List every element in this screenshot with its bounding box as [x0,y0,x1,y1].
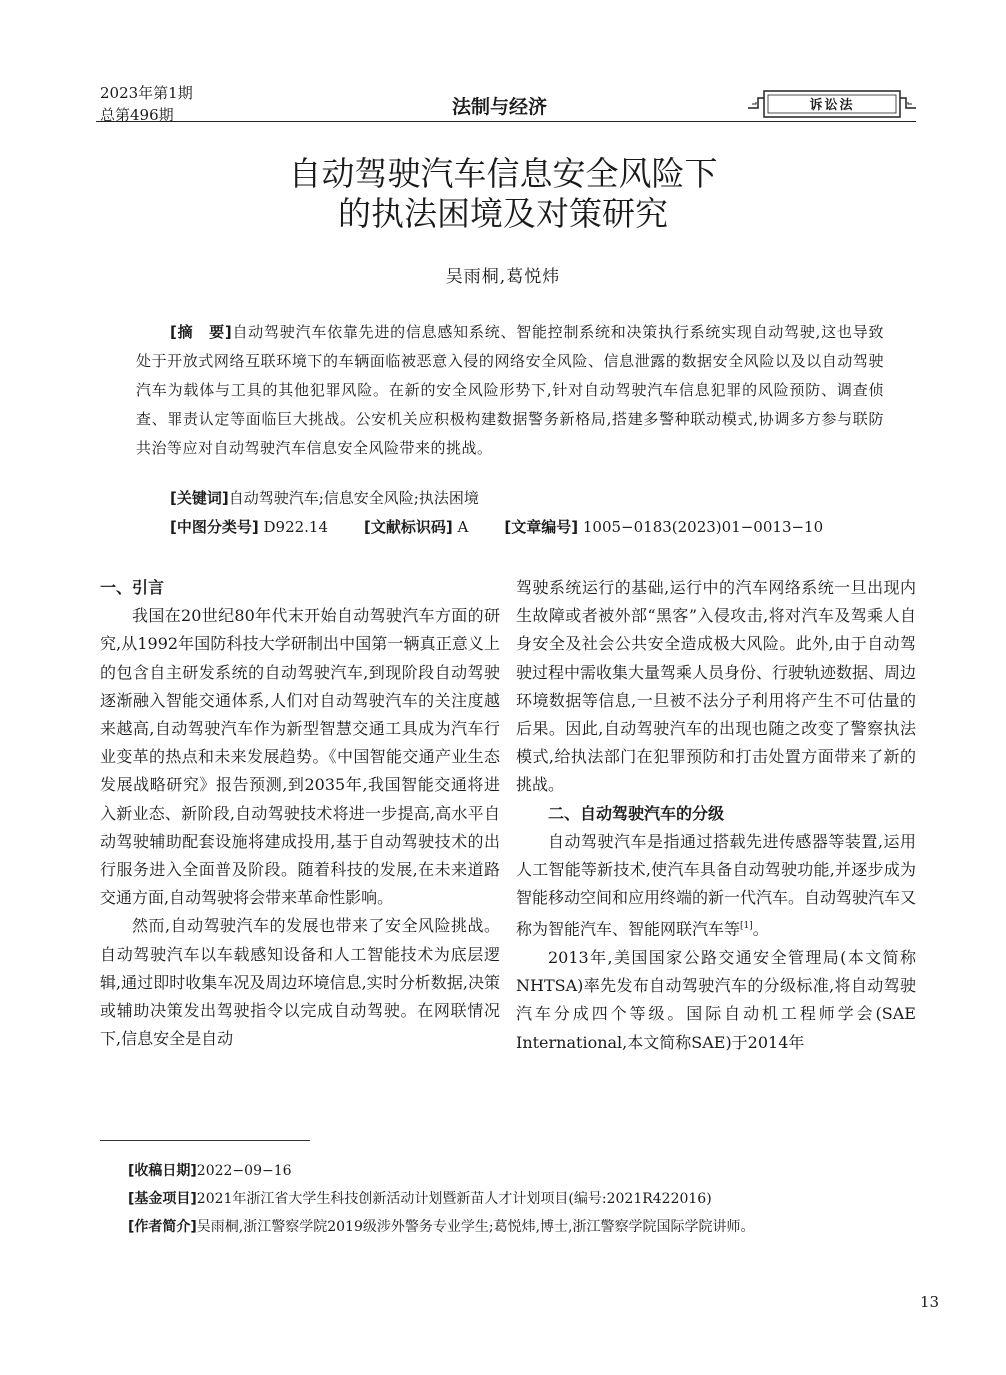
footnote-author [100,1213,916,1241]
clc-label: [中图分类号] [170,518,259,536]
paragraph-continued: 驾驶系统运行的基础,运行中的汽车网络系统一旦出现内生故障或者被外部“黑客”入侵攻击,将对汽车及驾乘人自身安全及社会公共安全造成极大风险。此外,由于自动驾驶过程中需收集大量驾乘人员身份、行驶轨迹数据、周边环境数据等信息,一旦被不法分子利用将产生不可估量的后果。因此,自动驾驶汽车的出现也随之改变了警察执法模式,给执法部门在犯罪预防和打击处置方面带来了新的挑战。 [516,578,917,795]
authors: 吴雨桐,葛悦炜 [445,267,561,287]
clc-value: D922.14 [263,518,329,536]
author-bio-label: [作者简介] [128,1219,197,1235]
article-number-label: [文章编号] [504,518,579,536]
body-right-column [516,574,916,1057]
received-label: [收稿日期] [128,1163,197,1179]
paragraph: 然而,自动驾驶汽车的发展也带来了安全风险挑战。自动驾驶汽车以车载感知设备和人工智能技术为底层逻辑,通过即时收集车况及周边环境信息,实时分析数据,决策或辅助决策发出驾驶指令以完成自动驾驶。在网联情况下,信息安全是自动 [100,916,500,1049]
footnotes [100,1157,916,1241]
classification-row [170,513,890,542]
author-bio-value: 吴雨桐,浙江警察学院2019级涉外警务专业学生;葛悦炜,博士,浙江警察学院国际学院讲师。 [196,1219,755,1235]
paragraph-end: 。 [752,919,769,939]
doc-code-value: A [457,518,469,536]
keywords-label: [关键词] [170,489,229,507]
title-line-2: 的执法困境及对策研究 [338,194,668,233]
column-name: 诉讼法 [809,98,855,113]
body-left-column [100,574,500,1053]
received-value: 2022−09−16 [196,1163,292,1179]
issue-total-number: 总第496期 [100,106,174,124]
abstract-text: 自动驾驶汽车依靠先进的信息感知系统、智能控制系统和决策执行系统实现自动驾驶,这也导致处于开放式网络互联环境下的车辆面临被恶意入侵的网络安全风险、信息泄露的数据安全风险以及以自动驾驶汽车为载体与工具的其他犯罪风险。在新的安全风险形势下,针对自动驾驶汽车信息犯罪的风险预防、调查侦查、罪责认定等面临巨大挑战。公安机关应积极构建数据警务新格局,搭建多警种联动模式,协调多方参与联防共治等应对自动驾驶汽车信息安全风险带来的挑战。 [136,323,884,457]
fund-label: [基金项目] [128,1191,197,1207]
keywords [170,484,479,513]
abstract [136,318,884,463]
footnote-rule [100,1140,310,1141]
keywords-text: 自动驾驶汽车;信息安全风险;执法困境 [228,489,479,507]
column-tag [748,88,916,120]
citation-ref: [1] [740,921,753,932]
paragraph [516,828,916,944]
doc-code-label: [文献标识码] [364,518,453,536]
page-number: 13 [920,1293,940,1311]
footnote-received [100,1157,916,1185]
paragraph-text: 自动驾驶汽车是指通过搭载先进传感器等装置,运用人工智能等新技术,使汽车具备自动驾驶功能,并逐步成为智能移动空间和应用终端的新一代汽车。自动驾驶汽车又称为智能汽车、智能网联汽车等 [516,831,917,939]
header-rule [96,121,916,122]
abstract-label: [摘 要] [170,323,233,341]
journal-name: 法制与经济 [452,96,548,118]
footnote-fund [100,1185,916,1213]
section-2-heading: 二、自动驾驶汽车的分级 [548,803,725,823]
issue-year-number: 2023年第1期 [100,84,193,102]
fund-value: 2021年浙江省大学生科技创新活动计划暨新苗人才计划项目(编号:2021R422016) [196,1191,712,1207]
title-line-1: 自动驾驶汽车信息安全风险下 [288,154,718,193]
paragraph: 我国在20世纪80年代末开始自动驾驶汽车方面的研究,从1992年国防科技大学研制出中国第一辆真正意义上的包含自主研发系统的自动驾驶汽车,到现阶段自动驾驶逐渐融入智能交通体系,人们对自动驾驶汽车的关注度越来越高,自动驾驶汽车作为新型智慧交通工具成为汽车行业变革的热点和未来发展趋势。《中国智能交通产业生态发展战略研究》报告预测,到2035年,我国智能交通将进入新业态、新阶段,自动驾驶技术将进一步提高,高水平自动驾驶辅助配套设施将建成投用,基于自动驾驶技术的出行服务进入全面普及阶段。随着科技的发展,在未来道路交通方面,自动驾驶将会带来革命性影响。 [100,606,500,908]
article-number-value: 1005−0183(2023)01−0013−10 [582,518,824,536]
article-title [100,154,906,234]
paragraph: 2013年,美国国家公路交通安全管理局(本文简称NHTSA)率先发布自动驾驶汽车的分级标准,将自动驾驶汽车分成四个等级。国际自动机工程师学会(SAE International,本文简称SAE)于2014年 [516,947,916,1052]
issue-info [100,82,193,126]
section-1-heading: 一、引言 [100,578,165,597]
